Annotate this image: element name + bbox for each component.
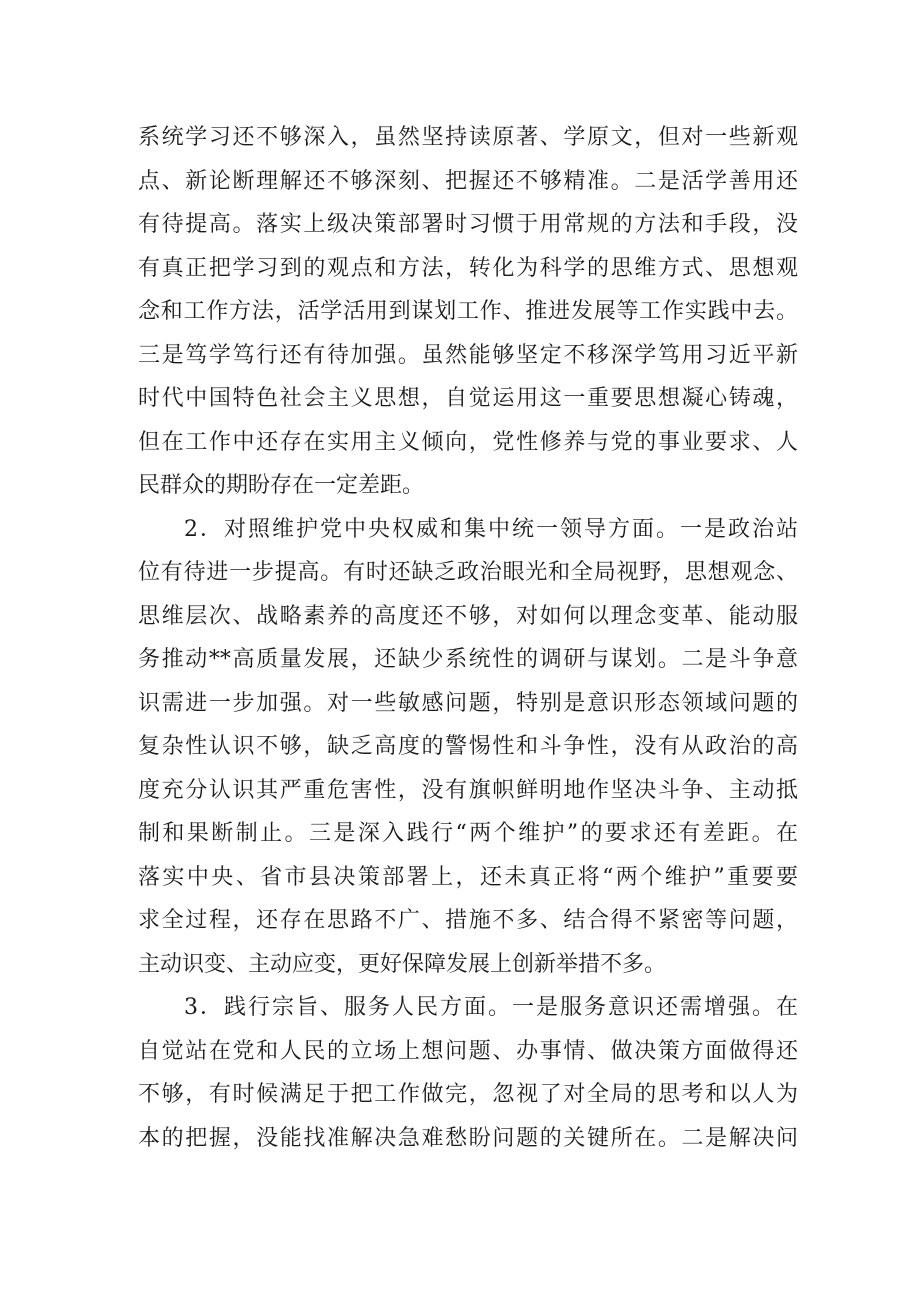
text-line: 位有待进一步提高。有时还缺乏政治眼光和全局视野，思想观念、	[138, 560, 798, 585]
text-line: 念和工作方法，活学活用到谋划工作、推进发展等工作实践中去。	[138, 299, 798, 324]
text-line: 3．践行宗旨、服务人民方面。一是服务意识还需增强。在	[184, 995, 798, 1020]
text-line: 识需进一步加强。对一些敏感问题，特别是意识形态领域问题的	[138, 690, 798, 716]
text-line: 度充分认识其严重危害性，没有旗帜鲜明地作坚决斗争、主动抵	[138, 777, 798, 803]
text-line: 但在工作中还存在实用主义倾向，党性修养与党的事业要求、人	[138, 429, 798, 455]
text-line: 不够，有时候满足于把工作做完，忽视了对全局的思考和以人为	[138, 1082, 798, 1107]
text-line: 思维层次、战略素养的高度还不够，对如何以理念变革、能动服	[138, 603, 798, 629]
text-line: 务推动**高质量发展，还缺少系统性的调研与谋划。二是斗争意	[138, 647, 798, 672]
text-line: 本的把握，没能找准解决急难愁盼问题的关键所在。二是解决问	[138, 1125, 798, 1151]
text-line: 自觉站在党和人民的立场上想问题、办事情、做决策方面做得还	[138, 1038, 798, 1064]
document-body	[138, 116, 798, 1160]
text-line: 有待提高。落实上级决策部署时习惯于用常规的方法和手段，没	[138, 212, 798, 237]
text-line: 系统学习还不够深入，虽然坚持读原著、学原文，但对一些新观	[138, 125, 798, 150]
text-line: 2．对照维护党中央权威和集中统一领导方面。一是政治站	[184, 516, 798, 542]
text-line: 点、新论断理解还不够深刻、把握还不够精准。二是活学善用还	[138, 168, 798, 194]
text-line: 三是笃学笃行还有待加强。虽然能够坚定不移深学笃用习近平新	[138, 342, 798, 368]
text-line: 民群众的期盼存在一定差距。	[138, 473, 425, 498]
text-line: 有真正把学习到的观点和方法，转化为科学的思维方式、思想观	[138, 255, 798, 281]
text-line: 复杂性认识不够，缺乏高度的警惕性和斗争性，没有从政治的高	[138, 734, 798, 759]
text-line: 求全过程，还存在思路不广、措施不多、结合得不紧密等问题，	[138, 908, 798, 933]
paragraph-2	[138, 508, 798, 987]
text-line: 制和果断制止。三是深入践行“两个维护”的要求还有差距。在	[138, 821, 798, 846]
paragraph-3	[138, 986, 798, 1160]
text-line: 主动识变、主动应变，更好保障发展上创新举措不多。	[138, 951, 667, 977]
paragraph-1	[138, 116, 798, 508]
text-line: 落实中央、省市县决策部署上，还未真正将“两个维护”重要要	[138, 864, 798, 890]
text-line: 时代中国特色社会主义思想，自觉运用这一重要思想凝心铸魂，	[138, 386, 798, 411]
